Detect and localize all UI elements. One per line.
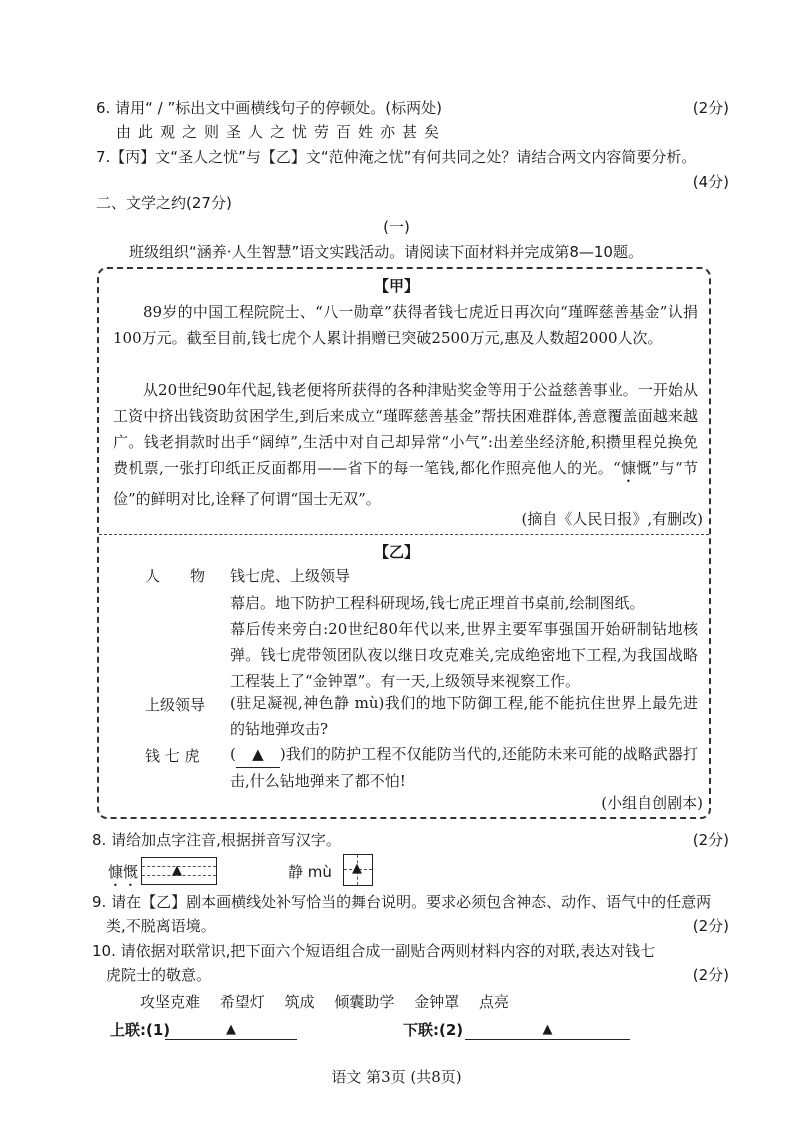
question-9-line2: 类,不脱离语境。 [106, 917, 216, 935]
phrase-4: 倾囊助学 [334, 993, 395, 1011]
phrase-1: 攻坚克难 [140, 993, 201, 1011]
material-jia-p1: 89岁的中国工程院院士、“八一勋章”获得者钱七虎近日再次向“瑾晖慈善基金”认捐100万元。截至目前,钱七虎个人累计捐赠已突破2500万元,惠及人数超2000人次。 [113, 303, 698, 347]
q10-phrase-list [140, 992, 509, 1012]
phrase-3: 筑成 [284, 993, 315, 1011]
qian-label: 钱 七 虎 [145, 747, 200, 765]
question-10-line1: 10. 请依据对联常识,把下面六个短语组合成一副贴合两则材料内容的对联,表达对钱七 [92, 942, 656, 960]
qian-line: ( ▲ )我们的防护工程不仅能防当代的,还能防未来可能的战略武器打击,什么钻地弹来了都不怕! [230, 741, 698, 794]
roles-value: 钱七虎、上级领导 [230, 567, 351, 585]
lower-couplet-blank[interactable]: ▲ [465, 1020, 630, 1040]
question-8: 8. 请给加点字注音,根据拼音写汉字。 [92, 831, 341, 849]
question-7: 7.【丙】文“圣人之忧”与【乙】文“范仲淹之忧”有何共同之处？请结合两文内容简要分析。 [96, 148, 697, 166]
question-10-line2: 虎院士的敬意。 [106, 966, 212, 984]
question-10-score: (2分) [692, 966, 729, 984]
lower-couplet-label: 下联:(2) [403, 1021, 464, 1039]
question-9-score: (2分) [692, 917, 729, 935]
section-intro: 班级组织“涵养·人生智慧”语文实践活动。请阅读下面材料并完成第8—10题。 [129, 243, 643, 261]
page-footer: 语文 第3页 (共8页) [331, 1068, 462, 1086]
q8-answer-box-2[interactable] [343, 854, 373, 886]
section-subtitle: (一) [383, 218, 410, 236]
section-title: 二、文学之约(27分) [96, 194, 232, 212]
phrase-5: 金钟罩 [414, 993, 460, 1011]
material-yi-source: (小组自创剧本) [601, 794, 703, 812]
q8-word1: 慷慨 [108, 863, 139, 881]
question-7-score: (4分) [692, 173, 729, 191]
phrase-2: 希望灯 [219, 993, 265, 1011]
stage-direction-2: 幕后传来旁白:20世纪80年代以来,世界主要军事强国开始研制钻地核弹。钱七虎带领团队夜以继日攻克难关,完成绝密地下工程,为我国战略工程装上了“金钟罩”。有一天,上级领导来视察工作。 [230, 620, 698, 690]
stage-direction-blank[interactable]: ▲ [236, 741, 280, 768]
material-separator [99, 534, 709, 535]
dotted-char: 慷 [620, 459, 637, 477]
material-jia-label: 【甲】 [373, 277, 419, 295]
question-6: 6. 请用“ / ”标出文中画横线句子的停顿处。(标两处) [96, 99, 442, 117]
leader-line: (驻足凝视,神色静 mù)我们的地下防御工程,能不能抗住世界上最先进的钻地弹攻击? [230, 694, 698, 738]
phrase-6: 点亮 [478, 993, 509, 1011]
roles-label: 人 物 [145, 567, 206, 585]
triangle-mark-icon: ▲ [352, 861, 362, 876]
upper-couplet-blank[interactable]: ▲ [165, 1020, 297, 1040]
question-9-line1: 9. 请在【乙】剧本画横线处补写恰当的舞台说明。要求必须包含神态、动作、语气中的任意两 [92, 893, 712, 911]
upper-couplet-label: 上联:(1) [110, 1021, 171, 1039]
q8-word2: 静 mù [288, 863, 332, 881]
material-yi-label: 【乙】 [373, 543, 419, 561]
question-6-score: (2分) [692, 99, 729, 117]
q8-answer-box-1[interactable] [141, 857, 217, 885]
leader-label: 上级领导 [145, 696, 206, 714]
question-8-score: (2分) [692, 831, 729, 849]
material-jia-source: (摘自《人民日报》,有删改) [521, 510, 703, 528]
triangle-mark-icon: ▲ [172, 863, 182, 878]
question-6-sentence: 由此观之则圣人之忧劳百姓亦甚矣 [116, 123, 447, 141]
stage-direction-1: 幕启。地下防护工程科研现场,钱七虎正埋首书桌前,绘制图纸。 [230, 594, 645, 612]
material-jia-p2: 从20世纪90年代起,钱老便将所获得的各种津贴奖金等用于公益慈善事业。一开始从工资中挤出钱资助贫困学生,到后来成立“瑾晖慈善基金”帮扶困难群体,善意覆盖面越来越广。钱老捐款时出手“阔绰”,生活中对自己却异常“小气”:出差坐经济舱,积攒里程兑换免费机票,一张打印纸正反面都用——省下的每一笔钱,都化作照亮他人的光。“慷慨”与“节俭”的鲜明对比,诠释了何谓“国士无双”。 [113, 381, 698, 508]
